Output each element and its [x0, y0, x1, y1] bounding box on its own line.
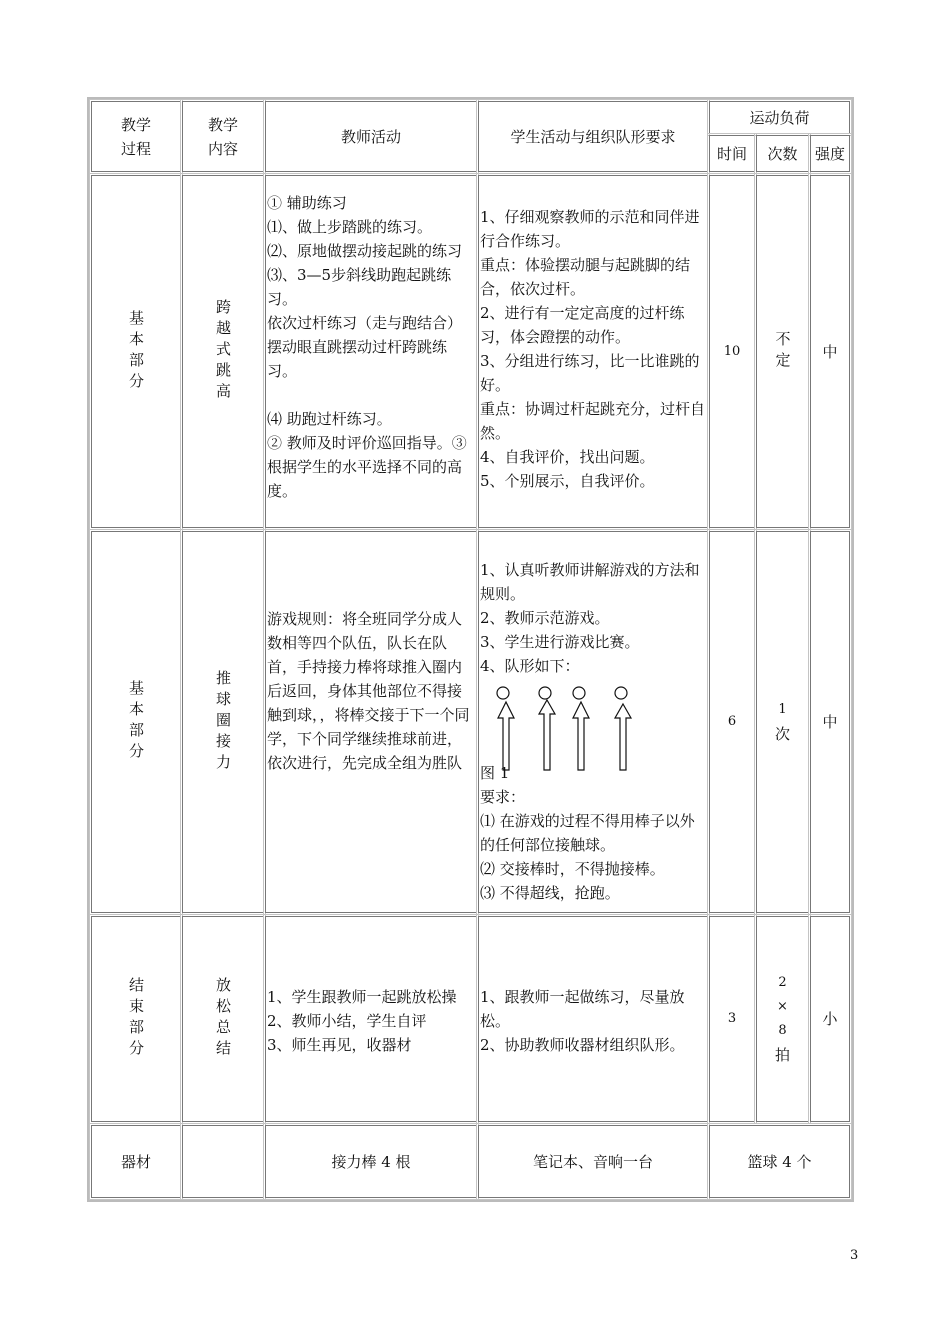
row3-student	[478, 916, 708, 1122]
header-teacher: 教师活动	[265, 101, 477, 172]
row3-count	[756, 916, 809, 1122]
row3-student-text: 1、跟教师一起做练习，尽量放松。 2、协助教师收器材组织队形。	[480, 988, 685, 1054]
row2-student-bottom: 要求： ⑴ 在游戏的过程不得用棒子以外的任何部位接触球。 ⑵ 交接棒时，不得抛接棒。 ⑶ 不得超线，抢跑。	[480, 788, 695, 902]
formation-arrow-2	[539, 700, 555, 770]
row3-process: 结束部分	[91, 916, 181, 1122]
row3-intensity: 小	[810, 916, 850, 1122]
header-intensity: 强度	[810, 135, 850, 172]
header-load: 运动负荷	[709, 101, 850, 134]
figure-label: 图 1	[480, 764, 510, 782]
page-number: 3	[850, 1248, 859, 1263]
row2-count-number: 1	[778, 702, 787, 717]
formation-ball-4	[615, 687, 627, 699]
row1-content: 跨越式跳高	[182, 175, 264, 528]
row1-count: 不定	[756, 175, 809, 528]
formation-arrow-1	[498, 702, 514, 770]
header-content: 教学 内容	[182, 101, 264, 172]
row1-intensity: 中	[810, 175, 850, 528]
header-student: 学生活动与组织队形要求	[478, 101, 708, 172]
row2-student	[478, 531, 708, 913]
row2-teacher-text: 游戏规则：将全班同学分成人数相等四个队伍，队长在队首，手持接力棒将球推入圈内后返回，身体其他部位不得接触到球，，将棒交接于下一个同学，下个同学继续推球前进，依次进行，先完成全组为胜队	[267, 610, 470, 772]
row2-teacher	[265, 531, 477, 913]
row3-count-c: 8	[778, 1023, 787, 1038]
row1-student-text: 1、仔细观察教师的示范和同伴进行合作练习。 重点：体验摆动腿与起跳脚的结合，依次过杆。 2、进行有一定定高度的过杆练习，体会蹬摆的动作。 3、分组进行练习，比一比谁跳的好。 重点：协调过杆起跳充分，过杆自然。 4、自我评价，找出问题。 5、个别展示，自我评价。	[480, 208, 706, 490]
formation-ball-2	[539, 687, 551, 699]
header-time: 时间	[709, 135, 755, 172]
row3-teacher-text: 1、学生跟教师一起跳放松操 2、教师小结，学生自评 3、师生再见，收器材	[267, 988, 457, 1054]
formation-diagram	[493, 684, 633, 774]
row2-student-top: 1、认真听教师讲解游戏的方法和规则。 2、教师示范游戏。 3、学生进行游戏比赛。 4、队形如下：	[480, 561, 700, 675]
row2-intensity: 中	[810, 531, 850, 913]
formation-arrow-3	[573, 702, 589, 770]
row3-count-a: 2	[778, 975, 787, 990]
row2-time: 6	[709, 531, 755, 913]
row2-process: 基本部分	[91, 531, 181, 913]
equipment-content	[182, 1125, 264, 1198]
equipment-label: 器材	[91, 1125, 181, 1198]
equipment-load: 篮球 4 个	[709, 1125, 850, 1198]
row1-process: 基本部分	[91, 175, 181, 528]
equipment-student: 笔记本、音响一台	[478, 1125, 708, 1198]
formation-ball-3	[573, 687, 585, 699]
row1-teacher-text: ① 辅助练习 ⑴、做上步踏跳的练习。 ⑵、原地做摆动接起跳的练习 ⑶、3—5步斜线助跑起跳练习。 依次过杆练习（走与跑结合）摆动眼直跳摆动过杆跨跳练习。 ⑷ 助跑过杆练习。 ② 教师及时评价巡回指导。③根据学生的水平选择不同的高度。	[267, 194, 467, 500]
row3-content: 放松总结	[182, 916, 264, 1122]
header-count: 次数	[756, 135, 809, 172]
row1-teacher	[265, 175, 477, 528]
row3-time: 3	[709, 916, 755, 1122]
row3-count-b: ×	[777, 999, 788, 1014]
equipment-teacher: 接力棒 4 根	[265, 1125, 477, 1198]
row3-teacher	[265, 916, 477, 1122]
row2-content: 推球圈接力	[182, 531, 264, 913]
formation-arrow-4	[615, 704, 631, 770]
row1-student	[478, 175, 708, 528]
row1-time: 10	[709, 175, 755, 528]
formation-ball-1	[497, 687, 509, 699]
header-process: 教学 过程	[91, 101, 181, 172]
row3-count-d: 拍	[774, 1046, 790, 1064]
row2-count-unit: 次	[774, 725, 790, 743]
row2-count	[756, 531, 809, 913]
